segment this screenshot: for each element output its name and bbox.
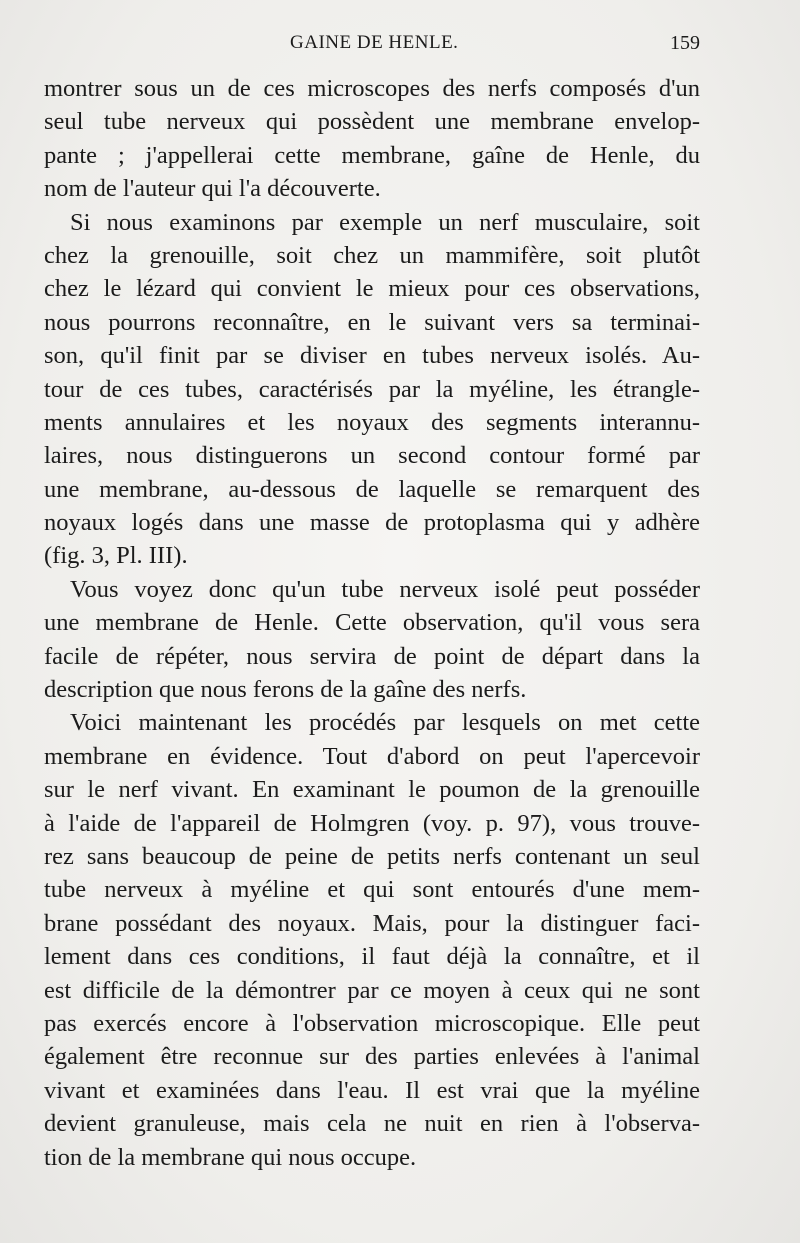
- text-line: montrer sous un de ces microscopes des nerfs composés d'un: [44, 75, 700, 102]
- text-line: membrane en évidence. Tout d'abord on peut l'apercevoir: [44, 742, 700, 770]
- text-line: lement dans ces conditions, il faut déjà la connaître, et il: [44, 943, 700, 971]
- text-line: à l'aide de l'appareil de Holmgren (voy. p. 97), vous trouve-: [44, 809, 700, 837]
- page-number: 159: [670, 32, 700, 54]
- page-header: [44, 32, 700, 62]
- text-line: son, qu'il finit par se diviser en tubes nerveux isolés. Au-: [44, 342, 700, 370]
- text-line: devient granuleuse, mais cela ne nuit en rien à l'observa-: [44, 1110, 700, 1138]
- text-line: nom de l'auteur qui l'a découverte.: [44, 175, 381, 203]
- text-line: rez sans beaucoup de peine de petits nerfs contenant un seul: [44, 842, 700, 870]
- text-line: vivant et examinées dans l'eau. Il est vrai que la myéline: [44, 1076, 700, 1104]
- text-line: Si nous examinons par exemple un nerf musculaire, soit: [70, 208, 700, 236]
- text-line: chez la grenouille, soit chez un mammifère, soit plutôt: [44, 241, 700, 269]
- text-line: ments annulaires et les noyaux des segments interannu-: [44, 408, 700, 436]
- text-line: Vous voyez donc qu'un tube nerveux isolé peut posséder: [70, 575, 700, 603]
- text-line: tube nerveux à myéline et qui sont entourés d'une mem-: [44, 876, 700, 904]
- text-line: Voici maintenant les procédés par lesquels on met cette: [70, 709, 700, 737]
- text-line: description que nous ferons de la gaîne des nerfs.: [44, 676, 527, 704]
- text-line: brane possédant des noyaux. Mais, pour la distinguer faci-: [44, 909, 700, 937]
- text-line: (fig. 3, Pl. III).: [44, 542, 188, 570]
- text-line: pas exercés encore à l'observation microscopique. Elle peut: [44, 1009, 700, 1037]
- text-line: nous pourrons reconnaître, en le suivant vers sa terminai-: [44, 308, 700, 336]
- text-line: tour de ces tubes, caractérisés par la myéline, les étrangle-: [44, 375, 700, 403]
- text-line: sur le nerf vivant. En examinant le poumon de la grenouille: [44, 776, 700, 804]
- body-text: [44, 72, 700, 1174]
- text-line: également être reconnue sur des parties enlevées à l'animal: [44, 1043, 700, 1071]
- text-line: pante ; j'appellerai cette membrane, gaîne de Henle, du: [44, 141, 700, 169]
- text-line: est difficile de la démontrer par ce moyen à ceux qui ne sont: [44, 976, 700, 1004]
- running-head: GAINE DE HENLE.: [290, 32, 459, 53]
- text-line: facile de répéter, nous servira de point de départ dans la: [44, 642, 700, 670]
- text-line: laires, nous distinguerons un second contour formé par: [44, 442, 700, 470]
- text-line: tion de la membrane qui nous occupe.: [44, 1143, 417, 1171]
- text-line: une membrane de Henle. Cette observation, qu'il vous sera: [44, 609, 700, 637]
- text-line: seul tube nerveux qui possèdent une membrane envelop-: [44, 108, 700, 136]
- text-line: chez le lézard qui convient le mieux pour ces observations,: [44, 275, 700, 303]
- text-line: une membrane, au-dessous de laquelle se remarquent des: [44, 475, 700, 503]
- text-line: noyaux logés dans une masse de protoplasma qui y adhère: [44, 509, 700, 537]
